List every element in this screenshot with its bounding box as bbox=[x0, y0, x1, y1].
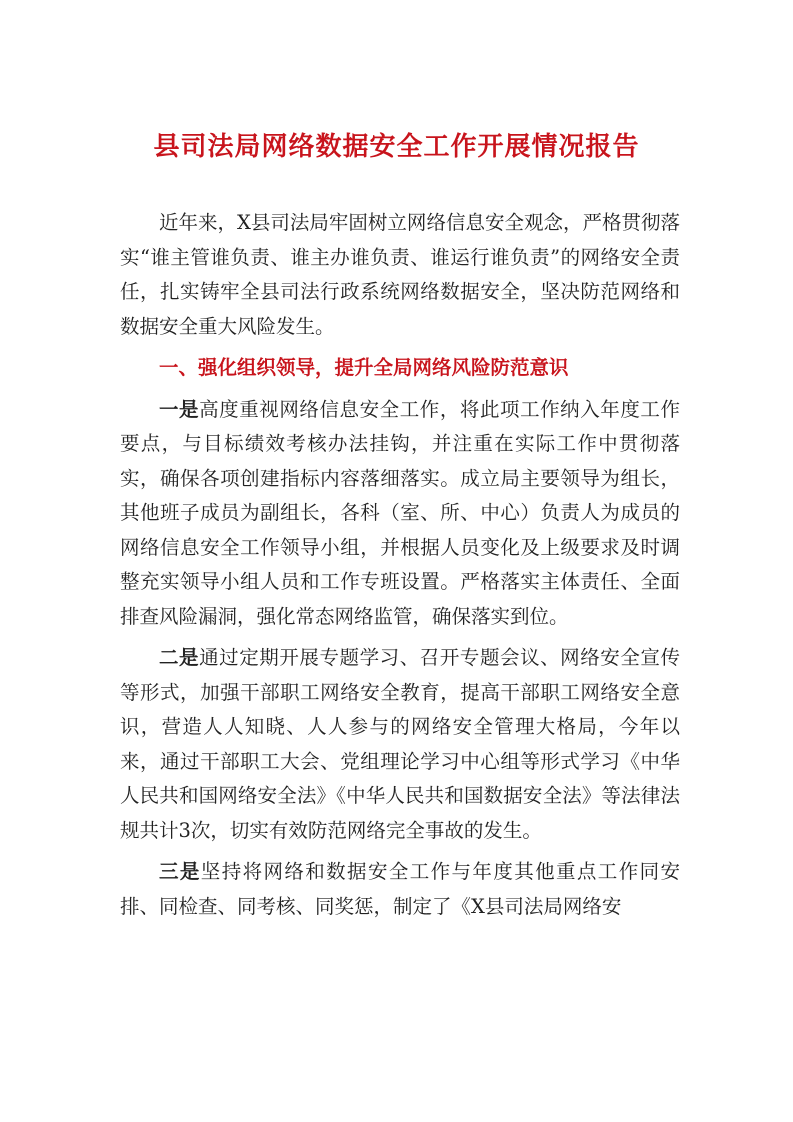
section-heading-1: 一、强化组织领导，提升全局网络风险防范意识 bbox=[159, 356, 569, 379]
document-body bbox=[120, 206, 680, 924]
paragraph-3-lead: 三是 bbox=[159, 860, 201, 883]
paragraph-2 bbox=[120, 641, 680, 848]
paragraph-2-text: 通过定期开展专题学习、召开专题会议、网络安全宣传等形式，加强干部职工网络安全教育，提高干部职工网络安全意识，营造人人知晓、人人参与的网络安全管理大格局，今年以来，通过干部职工大会、党组理论学习中心组等形式学习《中华人民共和国网络安全法》《中华人民共和国数据安全法》等法律法规共计3次，切实有效防范网络完全事故的发生。 bbox=[120, 646, 680, 842]
paragraph-2-lead: 二是 bbox=[159, 646, 200, 669]
paragraph-1-lead: 一是 bbox=[159, 397, 200, 421]
paragraph-1 bbox=[120, 393, 680, 635]
intro-paragraph: 近年来，X县司法局牢固树立网络信息安全观念，严格贯彻落实“谁主管谁负责、谁主办谁负责、谁运行谁负责”的网络安全责任，扎实铸牢全县司法行政系统网络数据安全，坚决防范网络和数据安全重大风险发生。 bbox=[120, 211, 680, 338]
document-title: 县司法局网络数据安全工作开展情况报告 bbox=[153, 132, 640, 162]
paragraph-1-text: 高度重视网络信息安全工作，将此项工作纳入年度工作要点，与目标绩效考核办法挂钩，并注重在实际工作中贯彻落实，确保各项创建指标内容落细落实。成立局主要领导为组长，其他班子成员为副组长，各科（室、所、中心）负责人为成员的网络信息安全工作领导小组，并根据人员变化及上级要求及时调整充实领导小组人员和工作专班设置。严格落实主体责任、全面排查风险漏洞，强化常态网络监管，确保落实到位。 bbox=[120, 397, 680, 628]
paragraph-3-text: 坚持将网络和数据安全工作与年度其他重点工作同安排、同检查、同考核、同奖惩，制定了《X县司法局网络安 bbox=[120, 860, 680, 918]
paragraph-3 bbox=[120, 855, 680, 924]
